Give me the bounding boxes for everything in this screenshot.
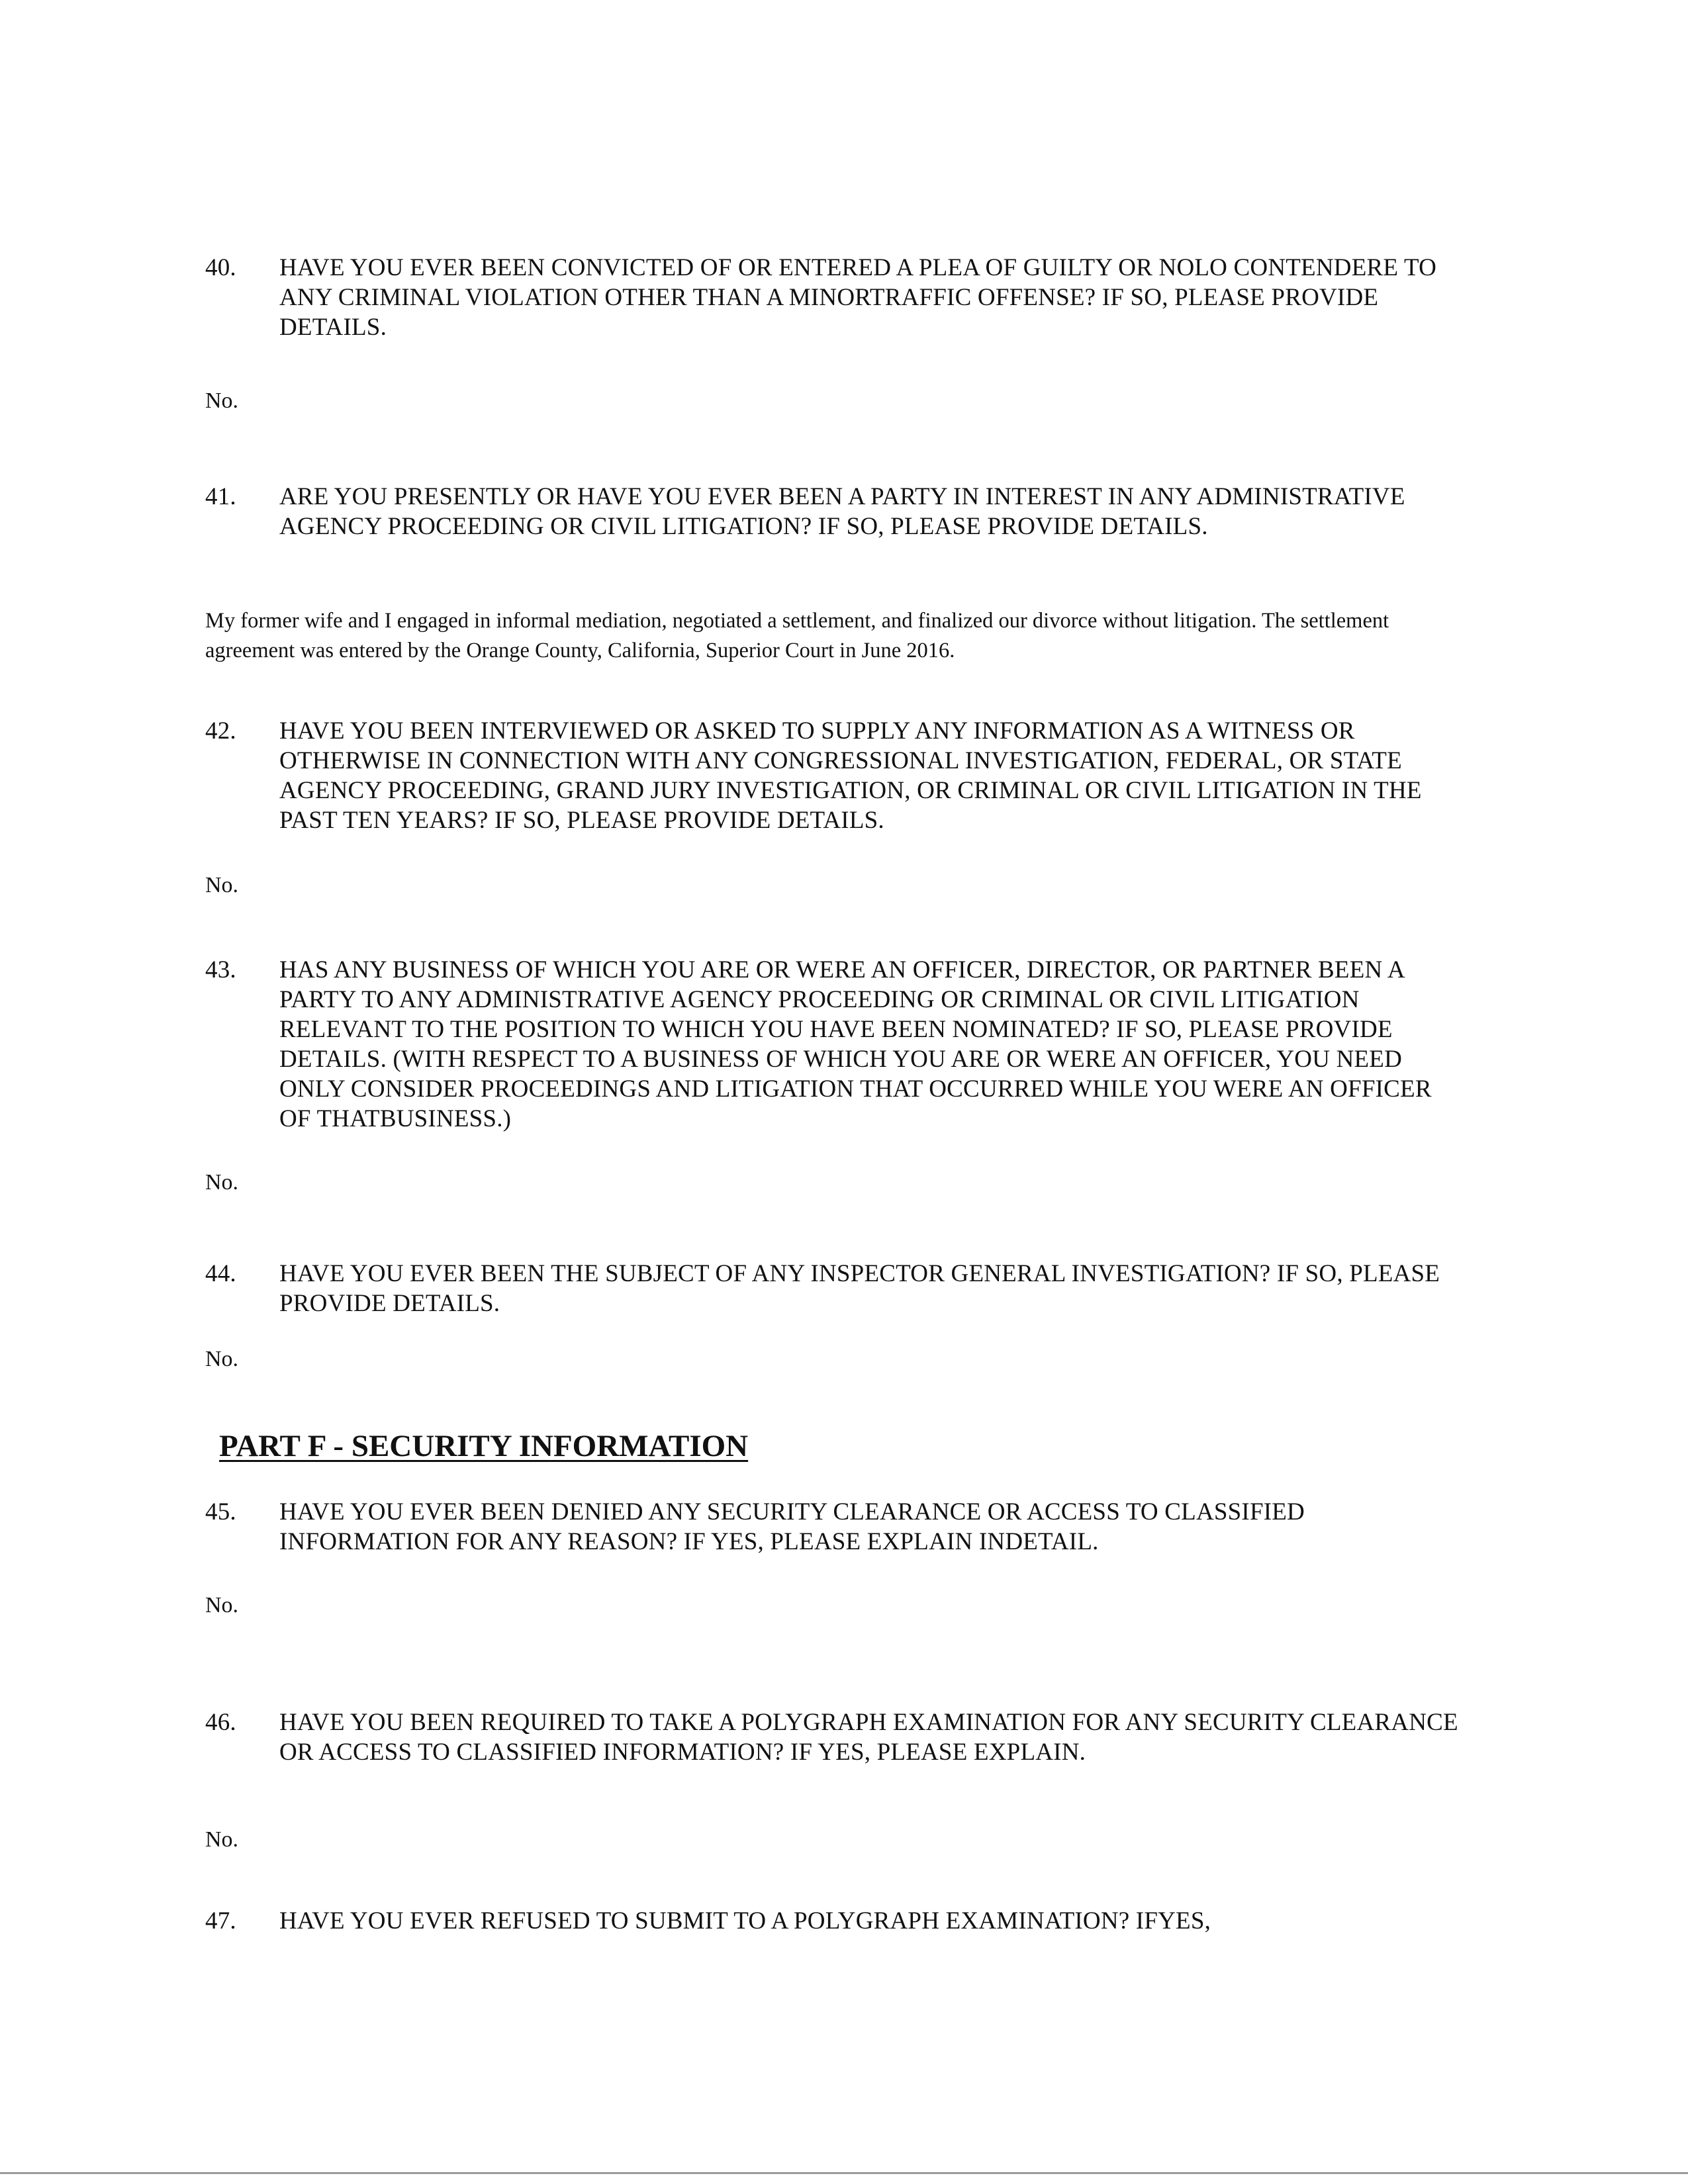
- question-text: HAS ANY BUSINESS OF WHICH YOU ARE OR WERE AN OFFICER, DIRECTOR, OR PARTNER BEEN A PARTY TO ANY ADMINISTRATIVE AGENCY PROCEEDING OR CRIMINAL OR CIVIL LITIGATION RELEVANT TO THE POSITION TO WHICH YOU HAVE BEEN NOMINATED? IF SO, PLEASE PROVIDE DETAILS. (WITH RESPECT TO A BUSINESS OF WHICH YOU ARE OR WERE AN OFFICER, YOU NEED ONLY CONSIDER PROCEEDINGS AND LITIGATION THAT OCCURRED WHILE YOU WERE AN OFFICER OF THATBUSINESS.): [279, 956, 1432, 1132]
- page-bottom-rule: [0, 2172, 1688, 2174]
- question-46: [205, 1707, 1463, 1767]
- answer-42: No.: [205, 873, 239, 897]
- question-47: [205, 1906, 1463, 1936]
- answer-40: No.: [205, 388, 239, 413]
- question-number: 45.: [205, 1498, 236, 1525]
- question-45: [205, 1497, 1463, 1557]
- answer-41: My former wife and I engaged in informal mediation, negotiated a settlement, and finalized our divorce without litigation. The settlement agreement was entered by the Orange County, California, Superior Court in June 2016.: [205, 609, 1389, 662]
- answer-44: No.: [205, 1347, 239, 1371]
- question-number: 43.: [205, 956, 236, 983]
- answer-43: No.: [205, 1170, 239, 1195]
- question-text: ARE YOU PRESENTLY OR HAVE YOU EVER BEEN A PARTY IN INTEREST IN ANY ADMINISTRATIVE AGENCY PROCEEDING OR CIVIL LITIGATION? IF SO, PLEASE PROVIDE DETAILS.: [279, 483, 1405, 540]
- question-40: [205, 253, 1463, 342]
- question-42: [205, 716, 1463, 835]
- question-number: 44.: [205, 1260, 236, 1287]
- question-41: [205, 482, 1463, 541]
- question-number: 47.: [205, 1907, 236, 1934]
- section-heading: PART F - SECURITY INFORMATION: [219, 1429, 749, 1463]
- question-number: 42.: [205, 717, 236, 745]
- question-text: HAVE YOU EVER BEEN DENIED ANY SECURITY CLEARANCE OR ACCESS TO CLASSIFIED INFORMATION FOR ANY REASON? IF YES, PLEASE EXPLAIN INDETAIL.: [279, 1498, 1305, 1555]
- question-number: 46.: [205, 1709, 236, 1736]
- answer-46: No.: [205, 1827, 239, 1852]
- question-43: [205, 955, 1463, 1134]
- question-text: HAVE YOU BEEN INTERVIEWED OR ASKED TO SUPPLY ANY INFORMATION AS A WITNESS OR OTHERWISE IN CONNECTION WITH ANY CONGRESSIONAL INVESTIGATION, FEDERAL, OR STATE AGENCY PROCEEDING, GRAND JURY INVESTIGATION, OR CRIMINAL OR CIVIL LITIGATION IN THE PAST TEN YEARS? IF SO, PLEASE PROVIDE DETAILS.: [279, 717, 1422, 834]
- question-text: HAVE YOU EVER BEEN THE SUBJECT OF ANY INSPECTOR GENERAL INVESTIGATION? IF SO, PLEASE PROVIDE DETAILS.: [279, 1260, 1440, 1317]
- question-text: HAVE YOU BEEN REQUIRED TO TAKE A POLYGRAPH EXAMINATION FOR ANY SECURITY CLEARANCE OR ACCESS TO CLASSIFIED INFORMATION? IF YES, PLEASE EXPLAIN.: [279, 1709, 1458, 1766]
- question-number: 41.: [205, 483, 236, 510]
- question-text: HAVE YOU EVER BEEN CONVICTED OF OR ENTERED A PLEA OF GUILTY OR NOLO CONTENDERE TO ANY CRIMINAL VIOLATION OTHER THAN A MINORTRAFFIC OFFENSE? IF SO, PLEASE PROVIDE DETAILS.: [279, 254, 1437, 341]
- question-44: [205, 1259, 1463, 1318]
- answer-45: No.: [205, 1593, 239, 1617]
- question-number: 40.: [205, 254, 236, 281]
- question-text: HAVE YOU EVER REFUSED TO SUBMIT TO A POLYGRAPH EXAMINATION? IFYES,: [279, 1907, 1211, 1934]
